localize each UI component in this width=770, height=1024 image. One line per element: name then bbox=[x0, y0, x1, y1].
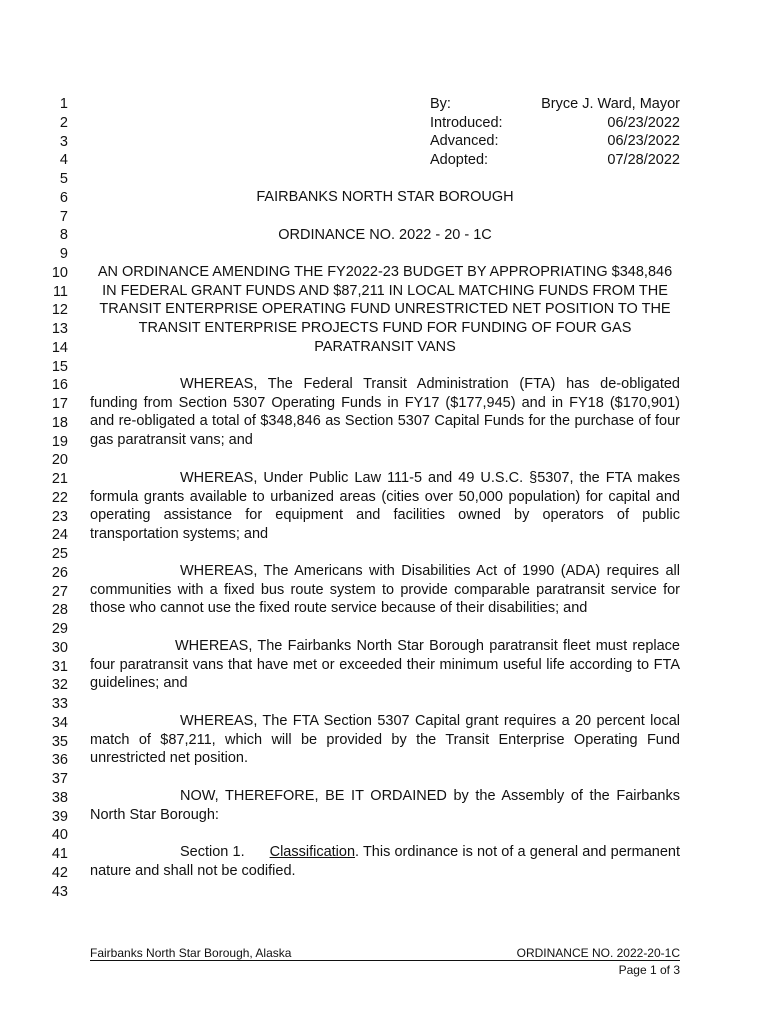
line-number: 31 bbox=[51, 658, 68, 675]
whereas-paragraph-5 bbox=[90, 712, 680, 768]
line-number: 5 bbox=[59, 171, 68, 187]
page-number: Page 1 of 3 bbox=[618, 963, 680, 977]
line-number: 11 bbox=[52, 283, 68, 300]
line-number: 32 bbox=[51, 677, 68, 694]
paragraph-text: WHEREAS, The Americans with Disabilities Act of 1990 (ADA) requires all communities with a fixed bus route system to provide comparable paratransit service for those who cannot use the fixed route service because of their disabilities; and bbox=[90, 563, 680, 617]
whereas-paragraph-1 bbox=[90, 375, 680, 450]
line-number: 40 bbox=[51, 827, 68, 844]
paragraph-text: WHEREAS, Under Public Law 111-5 and 49 U.S.C. §5307, the FTA makes formula grants available to urbanized areas (cities over 50,000 population) for capital and operating assistance for equipment and facilities owned by operators of public transportation systems; and bbox=[90, 470, 680, 543]
line-number: 36 bbox=[51, 752, 68, 769]
footer-ordinance: ORDINANCE NO. 2022-20-1C bbox=[516, 946, 680, 960]
line-number: 2 bbox=[59, 114, 68, 131]
paragraph-text: WHEREAS, The FTA Section 5307 Capital grant requires a 20 percent local match of $87,211, which will be provided by the Transit Enterprise Operating Fund unrestricted net position. bbox=[90, 713, 680, 767]
paragraph-text: WHEREAS, The Federal Transit Administration (FTA) has de-obligated funding from Section 5307 Operating Funds in FY17 ($177,945) and in FY18 ($170,901) and re-obligated a total of $348,846 as Section 5307 Capital Funds for the purchase of four gas paratransit vans; and bbox=[90, 376, 680, 449]
line-number: 19 bbox=[51, 433, 68, 450]
line-number: 33 bbox=[51, 696, 68, 712]
line-number: 1 bbox=[59, 96, 68, 112]
line-number: 23 bbox=[51, 508, 68, 525]
line-number: 22 bbox=[51, 489, 68, 506]
ordinance-header bbox=[430, 95, 680, 170]
by-value: Bryce J. Ward, Mayor bbox=[541, 96, 680, 112]
line-number: 39 bbox=[51, 808, 68, 825]
line-number: 43 bbox=[51, 883, 68, 900]
line-number: 8 bbox=[59, 227, 68, 244]
borough-name: FAIRBANKS NORTH STAR BOROUGH bbox=[256, 189, 514, 205]
whereas-paragraph-3 bbox=[90, 562, 680, 618]
section-text: . This ordinance is not of a general and permanent nature and shall not be codified. bbox=[90, 844, 680, 879]
whereas-paragraph-4 bbox=[90, 637, 680, 693]
line-number: 6 bbox=[59, 189, 68, 206]
line-number: 37 bbox=[51, 771, 68, 787]
introduced-date: 06/23/2022 bbox=[607, 114, 680, 131]
line-number: 17 bbox=[51, 396, 68, 412]
paragraph-text: WHEREAS, The Fairbanks North Star Borough paratransit fleet must replace four paratransit vans that have met or exceeded their minimum useful life according to FTA guidelines; and bbox=[90, 638, 680, 692]
line-number: 10 bbox=[51, 264, 68, 281]
footer-borough: Fairbanks North Star Borough, Alaska bbox=[90, 946, 292, 960]
adopted-label: Adopted: bbox=[430, 152, 489, 169]
line-number: 38 bbox=[51, 789, 68, 806]
line-number: 14 bbox=[51, 339, 68, 356]
line-number: 25 bbox=[51, 546, 68, 562]
line-number: 7 bbox=[59, 208, 68, 225]
section-1 bbox=[90, 843, 680, 880]
line-number: 27 bbox=[51, 583, 68, 600]
ordinance-title: AN ORDINANCE AMENDING THE FY2022-23 BUDGET BY APPROPRIATING $348,846 IN FEDERAL GRANT FUNDS AND $87,211 IN LOCAL MATCHING FUNDS FROM THE TRANSIT ENTERPRISE OPERATING FUND UNRESTRICTED NET POSITION TO THE TRANSIT ENTERPRISE PROJECTS FUND FOR FUNDING OF FOUR GAS PARATRANSIT VANS bbox=[97, 264, 673, 355]
advanced-label: Advanced: bbox=[430, 133, 499, 150]
line-number: 26 bbox=[51, 564, 68, 581]
adopted-date: 07/28/2022 bbox=[607, 152, 680, 169]
section-heading: Classification bbox=[269, 844, 356, 860]
line-number: 9 bbox=[59, 246, 68, 262]
line-number: 4 bbox=[59, 152, 68, 169]
section-label: Section 1. bbox=[180, 844, 245, 860]
line-number: 21 bbox=[51, 471, 68, 487]
line-number: 16 bbox=[51, 377, 68, 394]
advanced-date: 06/23/2022 bbox=[607, 133, 680, 150]
by-label: By: bbox=[430, 96, 451, 112]
line-number: 29 bbox=[51, 621, 68, 637]
line-number: 18 bbox=[51, 414, 68, 431]
line-number: 13 bbox=[51, 321, 68, 337]
ordinance-number: ORDINANCE NO. 2022 - 20 - 1C bbox=[278, 227, 492, 243]
line-number: 24 bbox=[51, 527, 68, 544]
line-number: 41 bbox=[51, 846, 68, 862]
introduced-label: Introduced: bbox=[430, 114, 503, 131]
footer-divider bbox=[90, 960, 680, 961]
line-number: 15 bbox=[51, 358, 68, 375]
whereas-paragraph-2 bbox=[90, 469, 680, 544]
line-number: 20 bbox=[51, 452, 68, 469]
line-number: 28 bbox=[51, 602, 68, 619]
line-number: 35 bbox=[51, 733, 68, 750]
line-number: 30 bbox=[51, 639, 68, 656]
line-number: 34 bbox=[51, 714, 68, 731]
ordained-paragraph bbox=[90, 787, 680, 824]
line-number: 12 bbox=[51, 302, 68, 319]
paragraph-text: NOW, THEREFORE, BE IT ORDAINED by the Assembly of the Fairbanks North Star Borough: bbox=[90, 788, 680, 823]
line-number: 42 bbox=[51, 864, 68, 881]
line-number: 3 bbox=[59, 133, 68, 150]
